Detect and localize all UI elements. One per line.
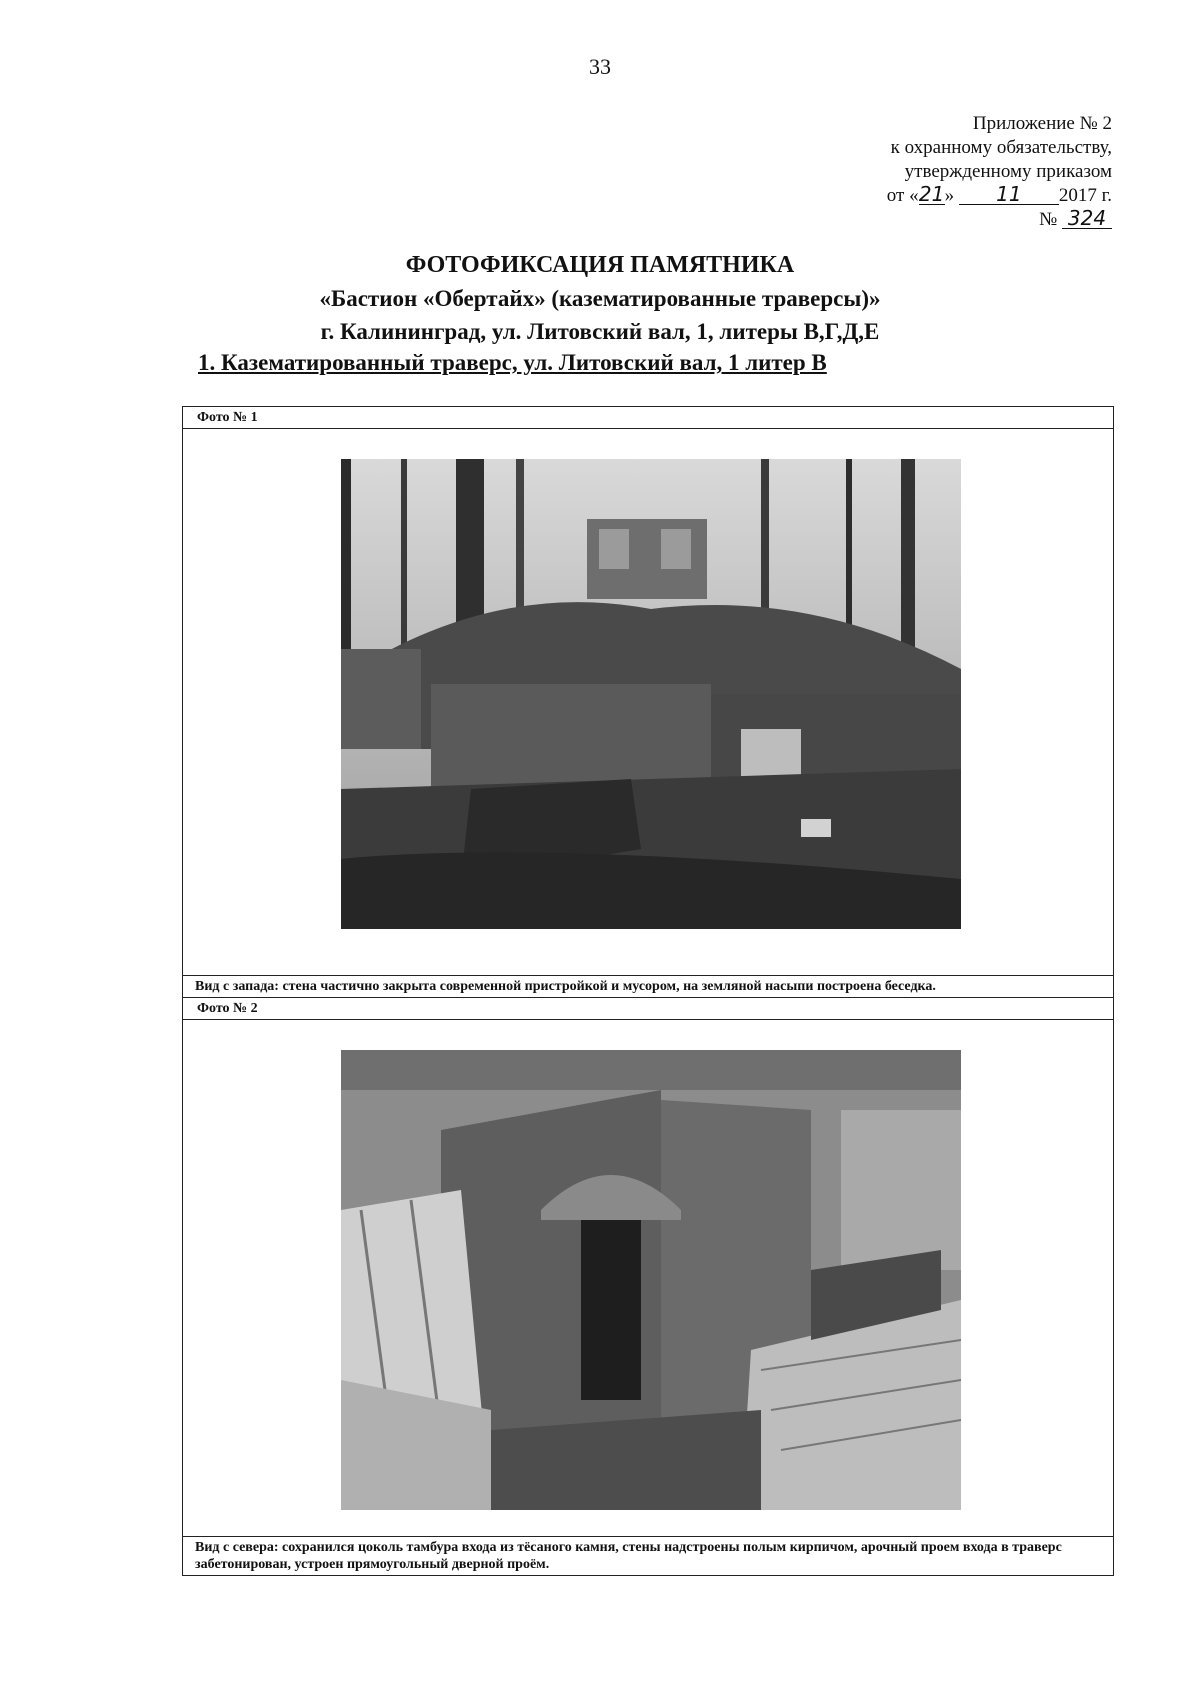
- appendix-block: [887, 112, 1112, 232]
- title-block: [0, 248, 1200, 348]
- document-number: 324: [1062, 208, 1112, 229]
- section-heading: 1. Казематированный траверс, ул. Литовский вал, 1 литер В: [198, 350, 827, 375]
- appendix-line-2: к охранному обязательству,: [890, 137, 1112, 158]
- date-day: 21: [918, 182, 945, 206]
- photo-1-label: Фото № 1: [183, 407, 1113, 429]
- date-mid: »: [944, 185, 955, 206]
- photo-1-caption: Вид с запада: стена частично закрыта современной пристройкой и мусором, на земляной насыпи построена беседка.: [183, 976, 1113, 998]
- photo-2-caption: Вид с севера: сохранился цоколь тамбура входа из тёсаного камня, стены надстроены полым кирпичом, арочный проем входа в траверс забетонирован, устроен прямоугольный дверной проём.: [195, 1540, 1062, 1572]
- appendix-line-3: утвержденному приказом: [904, 161, 1112, 182]
- photo-1-image: [341, 459, 961, 929]
- document-title: ФОТОФИКСАЦИЯ ПАМЯТНИКА: [405, 252, 795, 278]
- date-prefix: от «: [886, 185, 919, 206]
- photo-2-cell: [183, 1020, 1113, 1537]
- monument-address: г. Калининград, ул. Литовский вал, 1, литеры В,Г,Д,Е: [320, 319, 880, 344]
- appendix-date: [887, 184, 1112, 208]
- photo-2-label: Фото № 2: [183, 998, 1113, 1020]
- photo-1-cell: [183, 429, 1113, 976]
- date-year: 2017 г.: [1058, 185, 1112, 206]
- appendix-number: [887, 208, 1112, 232]
- appendix-line-1: Приложение № 2: [972, 113, 1112, 134]
- photo-2-image: [341, 1050, 961, 1510]
- number-prefix: №: [1039, 209, 1058, 230]
- photo-table: [182, 406, 1114, 1576]
- page-number: 33: [589, 54, 611, 79]
- date-month: 11: [959, 184, 1059, 205]
- monument-name: «Бастион «Обертайх» (казематированные траверсы)»: [319, 286, 881, 311]
